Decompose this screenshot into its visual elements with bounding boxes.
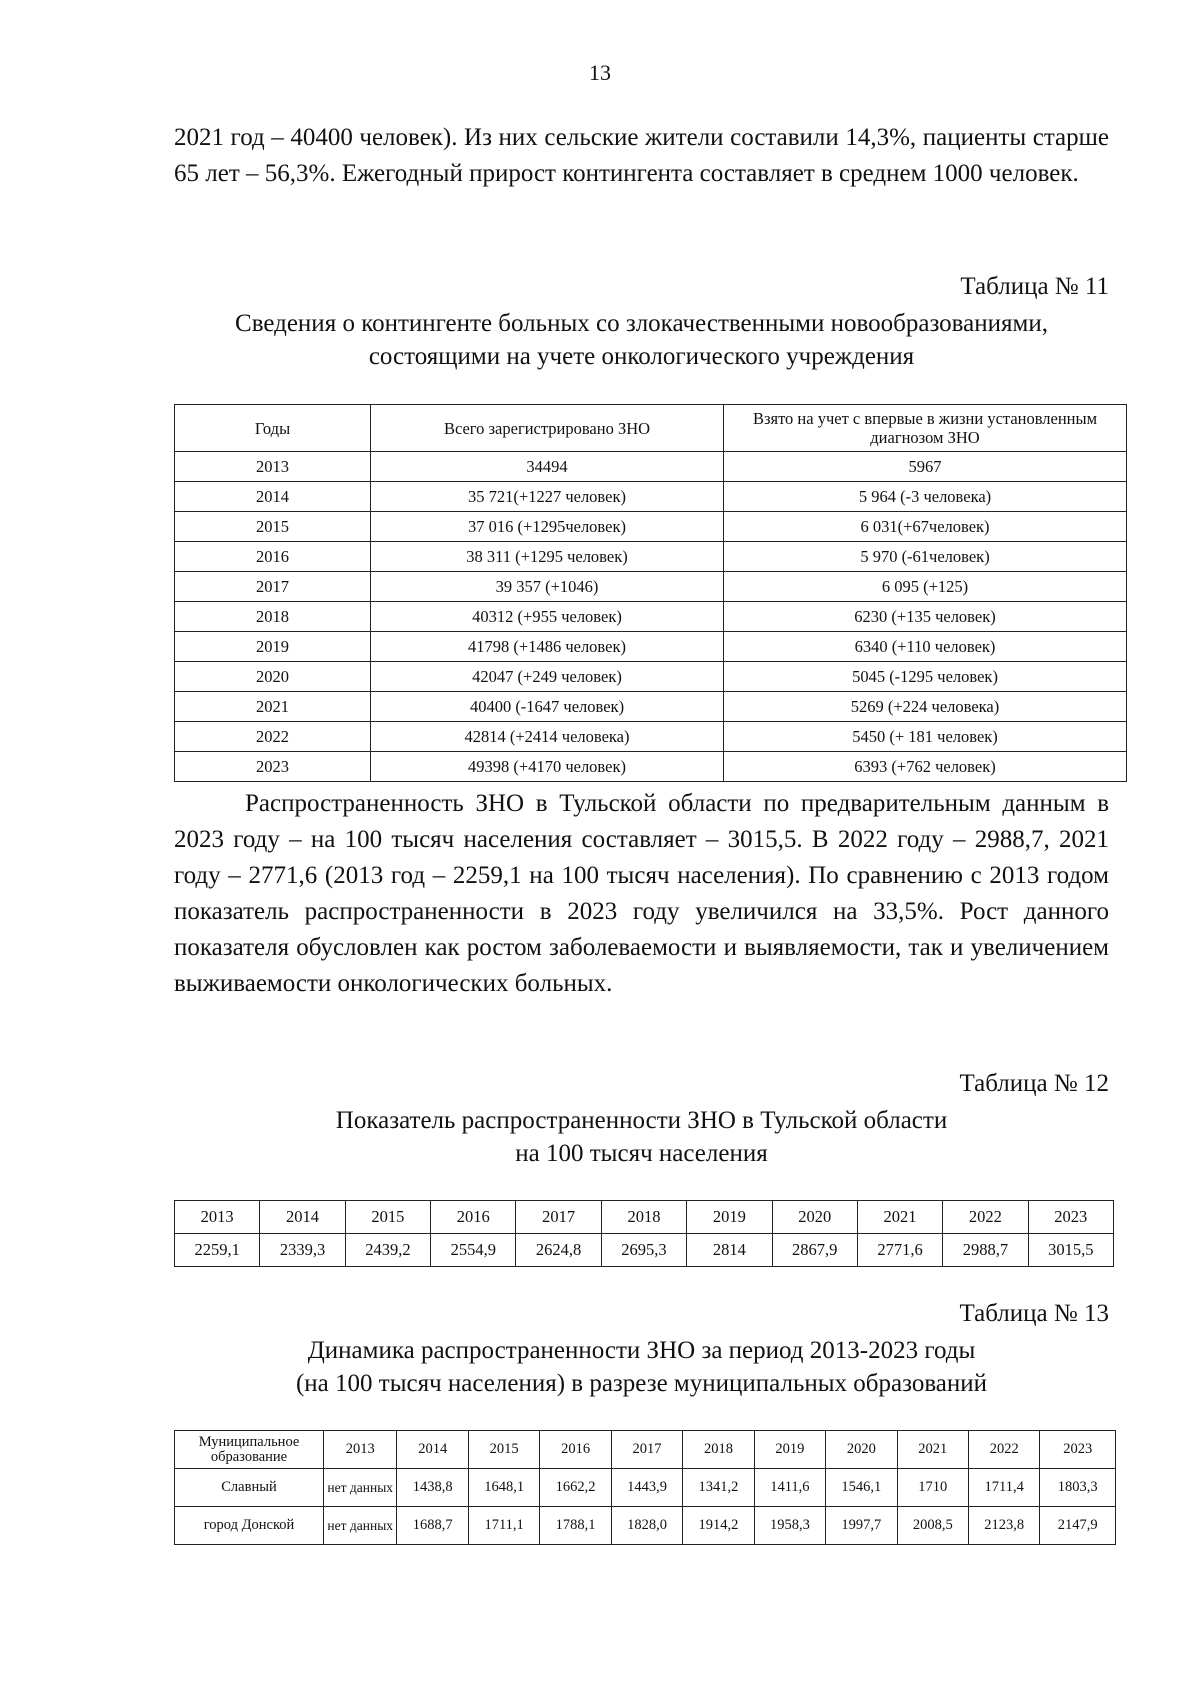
table-cell: 2554,9	[431, 1234, 516, 1267]
table-cell: нет данных	[324, 1507, 397, 1545]
column-header: Всего зарегистрировано ЗНО	[371, 405, 724, 452]
table-cell: 2023	[175, 752, 371, 782]
column-header: Годы	[175, 405, 371, 452]
table-cell: 5269 (+224 человека)	[724, 692, 1127, 722]
year-header: 2023	[1028, 1201, 1113, 1234]
table-row	[175, 1469, 1116, 1507]
year-header: 2021	[857, 1201, 942, 1234]
year-header: 2023	[1040, 1431, 1116, 1469]
year-header: 2018	[601, 1201, 686, 1234]
intro-paragraph: 2021 год – 40400 человек). Из них сельские жители составили 14,3%, пациенты старше 65 лет – 56,3%. Ежегодный прирост контингента составляет в среднем 1000 человек.	[174, 124, 1109, 187]
table-cell: 1803,3	[1040, 1469, 1116, 1507]
table-row	[175, 752, 1127, 782]
page-number: 13	[589, 60, 611, 85]
table-cell: 1914,2	[683, 1507, 754, 1545]
table-cell: 1662,2	[540, 1469, 611, 1507]
table-cell: 1711,4	[968, 1469, 1039, 1507]
table-cell: 1997,7	[826, 1507, 897, 1545]
table-cell: 6393 (+762 человек)	[724, 752, 1127, 782]
table-cell: 39 357 (+1046)	[371, 572, 724, 602]
table-cell: 1711,1	[468, 1507, 539, 1545]
table-cell: 6 095 (+125)	[724, 572, 1127, 602]
table13-title	[174, 1334, 1109, 1400]
table-cell: 1710	[897, 1469, 968, 1507]
table-cell: 2147,9	[1040, 1507, 1116, 1545]
table-header-row	[175, 1201, 1114, 1234]
table-cell: 5967	[724, 452, 1127, 482]
municipality-name: город Донской	[175, 1507, 324, 1545]
table-cell: 2015	[175, 512, 371, 542]
table-cell: 2021	[175, 692, 371, 722]
table13-title-line: Динамика распространенности ЗНО за период 2013-2023 годы	[307, 1337, 976, 1364]
table-cell: 2014	[175, 482, 371, 512]
table-cell: нет данных	[324, 1469, 397, 1507]
table-row	[175, 482, 1127, 512]
table12	[174, 1200, 1114, 1267]
year-header: 2018	[683, 1431, 754, 1469]
table-cell: 1648,1	[468, 1469, 539, 1507]
table-cell: 2339,3	[260, 1234, 345, 1267]
table-cell: 40400 (-1647 человек)	[371, 692, 724, 722]
table-row	[175, 452, 1127, 482]
table-cell: 2439,2	[345, 1234, 430, 1267]
table-cell: 2123,8	[968, 1507, 1039, 1545]
table11-title	[174, 307, 1109, 373]
year-header: 2017	[611, 1431, 682, 1469]
municipality-header: Муниципальное образование	[175, 1431, 324, 1469]
table-cell: 1438,8	[397, 1469, 468, 1507]
year-header: 2014	[260, 1201, 345, 1234]
year-header: 2019	[687, 1201, 772, 1234]
table-cell: 2259,1	[175, 1234, 260, 1267]
table-row	[175, 1507, 1116, 1545]
table11-title-line: состоящими на учете онкологического учреждения	[368, 343, 915, 370]
table-cell: 2008,5	[897, 1507, 968, 1545]
table-header-row	[175, 405, 1127, 452]
table11-title-line: Сведения о контингенте больных со злокачественными новообразованиями,	[235, 310, 1048, 337]
table-cell: 41798 (+1486 человек)	[371, 632, 724, 662]
table-cell: 2020	[175, 662, 371, 692]
table-cell: 6340 (+110 человек)	[724, 632, 1127, 662]
table-cell: 40312 (+955 человек)	[371, 602, 724, 632]
year-header: 2017	[516, 1201, 601, 1234]
table-row	[175, 512, 1127, 542]
table-cell: 42814 (+2414 человека)	[371, 722, 724, 752]
table-cell: 49398 (+4170 человек)	[371, 752, 724, 782]
table-cell: 6 031(+67человек)	[724, 512, 1127, 542]
table-cell: 2771,6	[857, 1234, 942, 1267]
table-row	[175, 722, 1127, 752]
table-cell: 2016	[175, 542, 371, 572]
table-row	[175, 602, 1127, 632]
year-header: 2015	[345, 1201, 430, 1234]
year-header: 2020	[772, 1201, 857, 1234]
municipality-name: Славный	[175, 1469, 324, 1507]
table11	[174, 404, 1127, 782]
table-cell: 5450 (+ 181 человек)	[724, 722, 1127, 752]
table-row	[175, 572, 1127, 602]
table-cell: 1788,1	[540, 1507, 611, 1545]
table-cell: 2695,3	[601, 1234, 686, 1267]
table-row	[175, 662, 1127, 692]
table-cell: 1828,0	[611, 1507, 682, 1545]
year-header: 2016	[540, 1431, 611, 1469]
table-cell: 2022	[175, 722, 371, 752]
year-header: 2022	[968, 1431, 1039, 1469]
table-cell: 34494	[371, 452, 724, 482]
table-cell: 5045 (-1295 человек)	[724, 662, 1127, 692]
table-cell: 2988,7	[943, 1234, 1028, 1267]
table12-title-line: на 100 тысяч населения	[515, 1140, 768, 1167]
year-header: 2020	[826, 1431, 897, 1469]
table-cell: 1411,6	[754, 1469, 825, 1507]
table-cell: 2814	[687, 1234, 772, 1267]
table-cell: 1546,1	[826, 1469, 897, 1507]
table-cell: 1341,2	[683, 1469, 754, 1507]
table-cell: 35 721(+1227 человек)	[371, 482, 724, 512]
table-cell: 2018	[175, 602, 371, 632]
table-cell: 2017	[175, 572, 371, 602]
year-header: 2022	[943, 1201, 1028, 1234]
table12-label: Таблица № 12	[959, 1070, 1109, 1097]
table11-label: Таблица № 11	[960, 273, 1109, 300]
table-row	[175, 632, 1127, 662]
table12-title-line: Показатель распространенности ЗНО в Тульской области	[335, 1107, 948, 1134]
table-cell: 2867,9	[772, 1234, 857, 1267]
table-cell: 2019	[175, 632, 371, 662]
table-cell: 2624,8	[516, 1234, 601, 1267]
year-header: 2015	[468, 1431, 539, 1469]
table-cell: 2013	[175, 452, 371, 482]
table-cell: 42047 (+249 человек)	[371, 662, 724, 692]
table-row	[175, 692, 1127, 722]
table-cell: 5 970 (-61человек)	[724, 542, 1127, 572]
year-header: 2019	[754, 1431, 825, 1469]
table-cell: 1958,3	[754, 1507, 825, 1545]
table-cell: 1443,9	[611, 1469, 682, 1507]
prevalence-paragraph: Распространенность ЗНО в Тульской области по предварительным данным в 2023 году – на 100 тысяч населения составляет – 3015,5. В 2022 году – 2988,7, 2021 году – 2771,6 (2013 год – 2259,1 на 100 тысяч населения). По сравнению с 2013 годом показатель распространенности в 2023 году увеличился на 33,5%. Рост данного показателя обусловлен как ростом заболеваемости и выявляемости, так и увеличением выживаемости онкологических больных.	[174, 790, 1109, 997]
table-cell: 38 311 (+1295 человек)	[371, 542, 724, 572]
table13	[174, 1430, 1116, 1545]
table-cell: 1688,7	[397, 1507, 468, 1545]
table13-title-line: (на 100 тысяч населения) в разрезе муниципальных образований	[295, 1370, 988, 1397]
table12-title	[174, 1104, 1109, 1170]
table-cell: 37 016 (+1295человек)	[371, 512, 724, 542]
year-header: 2014	[397, 1431, 468, 1469]
table-cell: 5 964 (-3 человека)	[724, 482, 1127, 512]
table-row	[175, 1234, 1114, 1267]
year-header: 2016	[431, 1201, 516, 1234]
year-header: 2021	[897, 1431, 968, 1469]
table-cell: 3015,5	[1028, 1234, 1113, 1267]
table13-label: Таблица № 13	[959, 1300, 1109, 1327]
table-row	[175, 542, 1127, 572]
table-cell: 6230 (+135 человек)	[724, 602, 1127, 632]
table-header-row	[175, 1431, 1116, 1469]
year-header: 2013	[324, 1431, 397, 1469]
year-header: 2013	[175, 1201, 260, 1234]
column-header: Взято на учет с впервые в жизни установленным диагнозом ЗНО	[724, 405, 1127, 452]
